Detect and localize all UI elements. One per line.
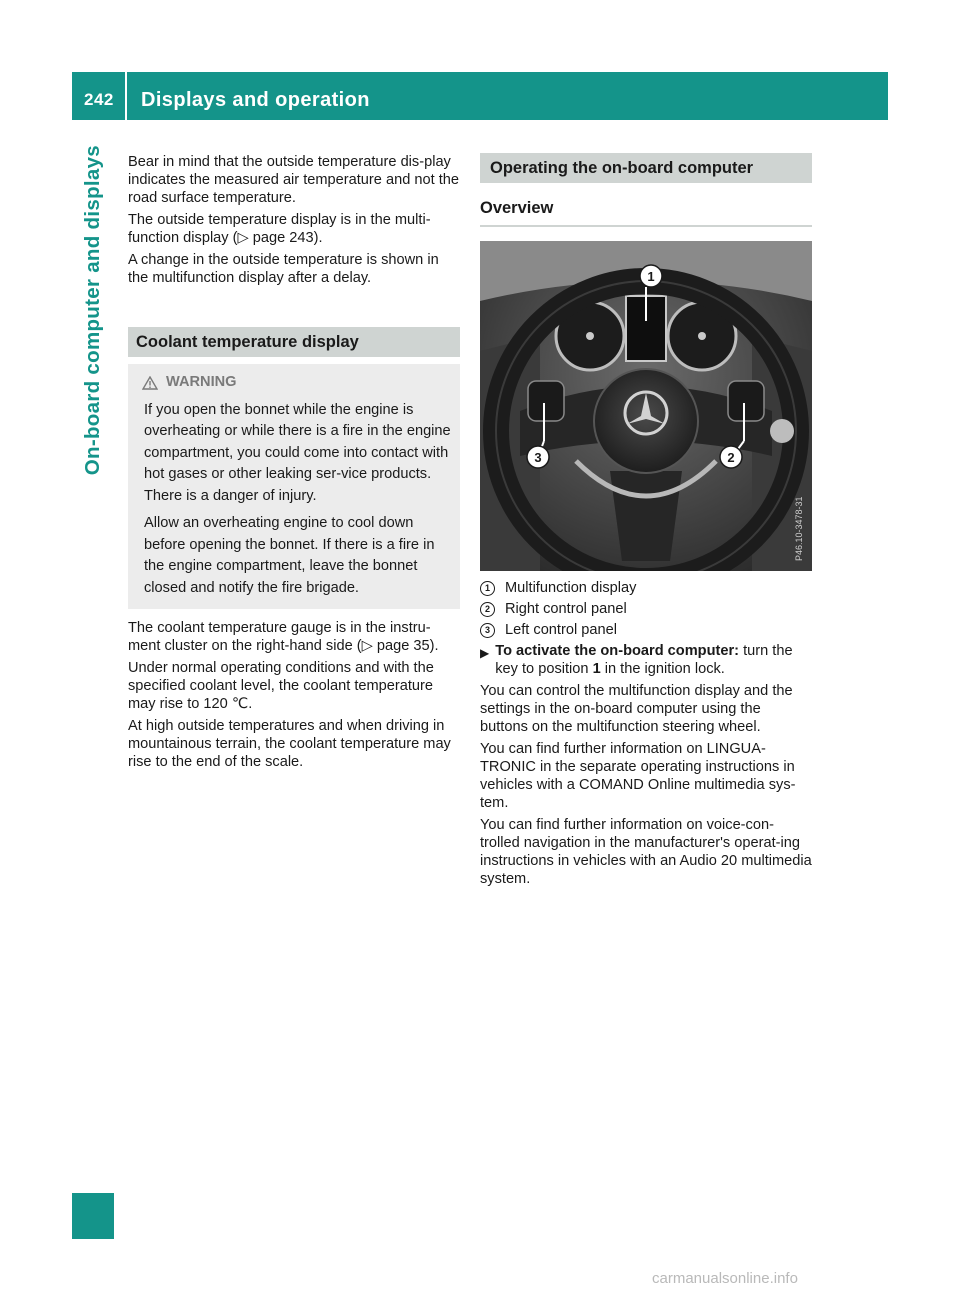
instruction-text <box>495 642 812 678</box>
callout-3 <box>527 446 549 468</box>
side-tab-marker <box>72 1193 114 1239</box>
legend-label: Multifunction display <box>505 580 637 596</box>
intro-paragraph-3: A change in the outside temperature is shown in the multifunction display after a delay. <box>128 252 439 286</box>
instruction-position: 1 <box>592 661 601 677</box>
legend-label: Right control panel <box>505 601 627 617</box>
footer-watermark: carmanualsonline.info <box>652 1270 798 1287</box>
instruction-text-after: in the ignition lock. <box>600 661 725 677</box>
left-column <box>128 153 460 775</box>
right-paragraph-1: You can control the multifunction display and the settings in the on-board computer using the buttons on the multifunction steering wheel. <box>480 683 793 735</box>
warning-paragraph-1: If you open the bonnet while the engine is overheating or while there is a fire in the engine compartment, you could come into contact with hot gases or other leaking ser-vice products. There is a danger of injury. <box>144 401 451 504</box>
legend-number: 1 <box>480 581 495 596</box>
image-code: P46.10-3478-31 <box>794 496 804 561</box>
warning-triangle-icon <box>142 376 158 390</box>
operating-heading: Operating the on-board computer <box>480 153 812 183</box>
legend-item <box>480 579 812 597</box>
section-title: Displays and operation <box>141 89 370 111</box>
coolant-paragraph-2: Under normal operating conditions and with the specified coolant level, the coolant temperature may rise to 120 ℃. <box>128 660 434 712</box>
warning-paragraph-2: Allow an overheating engine to cool down before opening the bonnet. If there is a fire in the engine compartment, leave the bonnet closed and notify the fire brigade. <box>144 515 435 596</box>
page-number: 242 <box>84 90 114 109</box>
instruction-bold: To activate the on-board computer: <box>495 643 740 659</box>
legend-number: 3 <box>480 623 495 638</box>
instruction <box>480 642 812 678</box>
overview-heading: Overview <box>480 195 812 227</box>
side-tab-label: On-board computer and displays <box>81 145 104 476</box>
legend-number: 2 <box>480 602 495 617</box>
steering-wheel-figure <box>480 241 812 571</box>
callout-1 <box>640 265 662 287</box>
coolant-heading: Coolant temperature display <box>128 327 460 357</box>
intro-paragraph-1: Bear in mind that the outside temperature dis-play indicates the measured air temperature and not the road surface temperature. <box>128 154 459 206</box>
header-divider <box>125 72 127 120</box>
svg-text:2: 2 <box>727 450 735 465</box>
right-paragraph-2: You can find further information on LINGUA-TRONIC in the separate operating instructions in vehicles with a COMAND Online multimedia sys-tem. <box>480 741 796 811</box>
warning-box <box>128 364 460 609</box>
arrow-right-icon: ▶ <box>480 646 490 660</box>
intro-paragraph-2: The outside temperature display is in the multi-function display (▷ page 243). <box>128 212 431 246</box>
callout-2 <box>720 446 742 468</box>
coolant-paragraph-3: At high outside temperatures and when driving in mountainous terrain, the coolant temperature may rise to the end of the scale. <box>128 718 451 770</box>
right-paragraph-3: You can find further information on voice-con-trolled navigation in the manufacturer's operat-ing instructions in vehicles with an Audio 20 multimedia system. <box>480 817 812 887</box>
legend-label: Left control panel <box>505 622 617 638</box>
svg-text:3: 3 <box>534 450 542 465</box>
warning-title <box>136 372 452 394</box>
right-column <box>480 153 812 892</box>
legend-item <box>480 621 812 639</box>
legend-item <box>480 600 812 618</box>
instruction-text-before: turn the key to position <box>495 643 793 677</box>
coolant-paragraph-1: The coolant temperature gauge is in the instru-ment cluster on the right-hand side (▷ page 35). <box>128 620 439 654</box>
warning-title-text: WARNING <box>166 374 237 390</box>
svg-text:1: 1 <box>647 269 655 284</box>
